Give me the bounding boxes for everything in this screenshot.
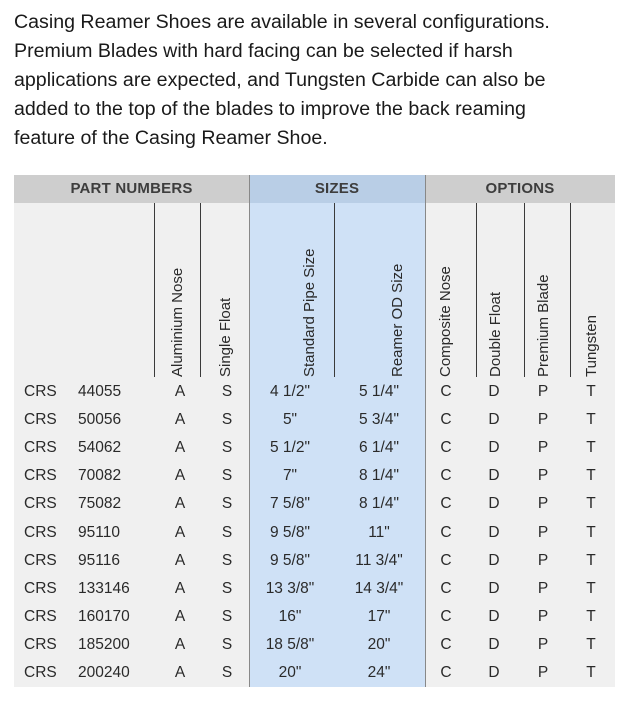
reamer-od-size: 5 1/4" (359, 383, 399, 400)
double-float-code: D (488, 664, 500, 681)
single-float-code: S (221, 523, 233, 541)
intro-line: added to the top of the blades to improve the back reaming (14, 98, 526, 120)
single-float-code: S (221, 551, 233, 569)
part-prefix: CRS (24, 635, 57, 653)
group-sizes: SIZES (314, 180, 360, 197)
composite-nose-code: C (440, 439, 452, 457)
double-float-code: D (488, 579, 500, 597)
composite-nose-code: C (440, 383, 452, 400)
table-row (14, 603, 615, 631)
single-float-code: S (221, 635, 233, 653)
table-row (14, 659, 615, 687)
header-composite-nose (432, 205, 460, 377)
part-prefix: CRS (24, 439, 57, 457)
double-float-code: D (488, 383, 500, 400)
parts-table (14, 175, 615, 687)
premium-blade-code: P (537, 495, 549, 513)
single-float-code: S (221, 467, 233, 485)
double-float-code: D (488, 607, 500, 625)
group-options: OPTIONS (485, 180, 555, 197)
premium-blade-code: P (537, 439, 549, 457)
double-float-code: D (488, 411, 500, 429)
composite-nose-code: C (440, 579, 452, 597)
reamer-od-size: 17" (367, 607, 391, 625)
reamer-od-size: 6 1/4" (359, 439, 399, 457)
part-prefix: CRS (24, 579, 57, 597)
header-premium-blade (530, 205, 558, 377)
standard-pipe-size: 18 5/8" (265, 635, 315, 653)
standard-pipe-size: 7" (282, 467, 298, 485)
double-float-code: D (488, 635, 500, 653)
table-row (14, 575, 615, 603)
header-label: Single Float (217, 297, 234, 377)
premium-blade-code: P (537, 635, 549, 653)
composite-nose-code: C (440, 495, 452, 513)
part-number: 133146 (78, 579, 130, 597)
header-standard-pipe-size (296, 205, 324, 377)
single-float-code: S (221, 383, 233, 400)
intro-line: applications are expected, and Tungsten Carbide can also be (14, 69, 546, 91)
table-row (14, 631, 615, 659)
table-row (14, 462, 615, 490)
table-row (14, 406, 615, 434)
single-float-code: S (221, 495, 233, 513)
composite-nose-code: C (440, 664, 452, 681)
tungsten-code: T (586, 635, 596, 653)
aluminium-nose-code: A (174, 664, 186, 681)
aluminium-nose-code: A (174, 551, 186, 569)
premium-blade-code: P (537, 467, 549, 485)
standard-pipe-size: 9 5/8" (270, 523, 310, 541)
column-divider (476, 203, 477, 377)
part-number: 160170 (78, 607, 130, 625)
column-divider (154, 203, 155, 377)
reamer-od-size: 24" (367, 664, 391, 681)
premium-blade-code: P (537, 664, 549, 681)
intro-paragraph (14, 8, 644, 153)
tungsten-code: T (586, 467, 596, 485)
premium-blade-code: P (537, 383, 549, 400)
part-number: 75082 (78, 495, 122, 513)
single-float-code: S (221, 439, 233, 457)
column-divider (334, 203, 335, 377)
tungsten-code: T (586, 439, 596, 457)
part-prefix: CRS (24, 411, 57, 429)
part-prefix: CRS (24, 523, 57, 541)
reamer-od-size: 20" (367, 635, 391, 653)
intro-line: Premium Blades with hard facing can be selected if harsh (14, 40, 513, 62)
single-float-code: S (221, 607, 233, 625)
standard-pipe-size: 5" (282, 411, 298, 429)
group-header-row (14, 175, 615, 203)
aluminium-nose-code: A (174, 411, 186, 429)
composite-nose-code: C (440, 523, 452, 541)
part-prefix: CRS (24, 607, 57, 625)
composite-nose-code: C (440, 467, 452, 485)
premium-blade-code: P (537, 523, 549, 541)
part-number: 44055 (78, 383, 122, 400)
double-float-code: D (488, 495, 500, 513)
header-label: Double Float (487, 291, 504, 377)
tungsten-code: T (586, 607, 596, 625)
group-part-numbers: PART NUMBERS (70, 180, 193, 197)
standard-pipe-size: 20" (278, 664, 302, 681)
part-number: 95110 (78, 523, 120, 541)
tungsten-code: T (586, 579, 596, 597)
table-row (14, 519, 615, 547)
header-reamer-od-size (384, 205, 412, 377)
aluminium-nose-code: A (174, 439, 186, 457)
header-double-float (482, 205, 510, 377)
reamer-od-size: 5 3/4" (359, 411, 399, 429)
part-number: 185200 (78, 635, 130, 653)
part-number: 95116 (78, 551, 120, 569)
table-row (14, 547, 615, 575)
header-label: Aluminium Nose (169, 267, 186, 377)
composite-nose-code: C (440, 635, 452, 653)
column-divider (570, 203, 571, 377)
tungsten-code: T (586, 495, 596, 513)
intro-line: feature of the Casing Reamer Shoe. (14, 127, 328, 149)
composite-nose-code: C (440, 607, 452, 625)
aluminium-nose-code: A (174, 607, 186, 625)
part-prefix: CRS (24, 551, 57, 569)
header-label: Reamer OD Size (389, 263, 406, 377)
tungsten-code: T (586, 411, 596, 429)
tungsten-code: T (586, 383, 596, 400)
header-label: Composite Nose (437, 266, 454, 377)
single-float-code: S (221, 411, 233, 429)
premium-blade-code: P (537, 551, 549, 569)
single-float-code: S (221, 664, 233, 681)
header-aluminium-nose (164, 205, 192, 377)
column-divider (524, 203, 525, 377)
part-number: 54062 (78, 439, 122, 457)
part-prefix: CRS (24, 467, 57, 485)
header-single-float (212, 205, 240, 377)
standard-pipe-size: 9 5/8" (270, 551, 310, 569)
aluminium-nose-code: A (174, 579, 186, 597)
reamer-od-size: 11" (368, 523, 390, 541)
part-prefix: CRS (24, 495, 57, 513)
premium-blade-code: P (537, 607, 549, 625)
column-divider (200, 203, 201, 377)
double-float-code: D (488, 467, 500, 485)
part-prefix: CRS (24, 664, 57, 681)
single-float-code: S (221, 579, 233, 597)
standard-pipe-size: 7 5/8" (270, 495, 310, 513)
part-number: 50056 (78, 411, 122, 429)
composite-nose-code: C (440, 551, 452, 569)
double-float-code: D (488, 523, 500, 541)
part-number: 200240 (78, 664, 130, 681)
double-float-code: D (488, 551, 500, 569)
standard-pipe-size: 13 3/8" (265, 579, 315, 597)
reamer-od-size: 8 1/4" (359, 467, 399, 485)
tungsten-code: T (586, 523, 596, 541)
header-tungsten (578, 205, 606, 377)
table-row (14, 378, 615, 406)
aluminium-nose-code: A (174, 495, 186, 513)
header-label: Standard Pipe Size (301, 248, 318, 377)
reamer-od-size: 14 3/4" (354, 579, 404, 597)
reamer-od-size: 8 1/4" (359, 495, 399, 513)
aluminium-nose-code: A (174, 467, 186, 485)
reamer-od-size: 11 3/4" (355, 551, 403, 569)
tungsten-code: T (586, 551, 596, 569)
aluminium-nose-code: A (174, 383, 186, 400)
tungsten-code: T (586, 664, 596, 681)
double-float-code: D (488, 439, 500, 457)
premium-blade-code: P (537, 411, 549, 429)
aluminium-nose-code: A (174, 523, 186, 541)
header-label: Premium Blade (535, 274, 552, 377)
premium-blade-code: P (537, 579, 549, 597)
composite-nose-code: C (440, 411, 452, 429)
table-row (14, 434, 615, 462)
header-label: Tungsten (583, 315, 600, 377)
standard-pipe-size: 4 1/2" (270, 383, 310, 400)
part-prefix: CRS (24, 383, 57, 400)
intro-line: Casing Reamer Shoes are available in several configurations. (14, 11, 550, 33)
aluminium-nose-code: A (174, 635, 186, 653)
standard-pipe-size: 16" (278, 607, 302, 625)
table-row (14, 490, 615, 518)
standard-pipe-size: 5 1/2" (270, 439, 310, 457)
part-number: 70082 (78, 467, 122, 485)
